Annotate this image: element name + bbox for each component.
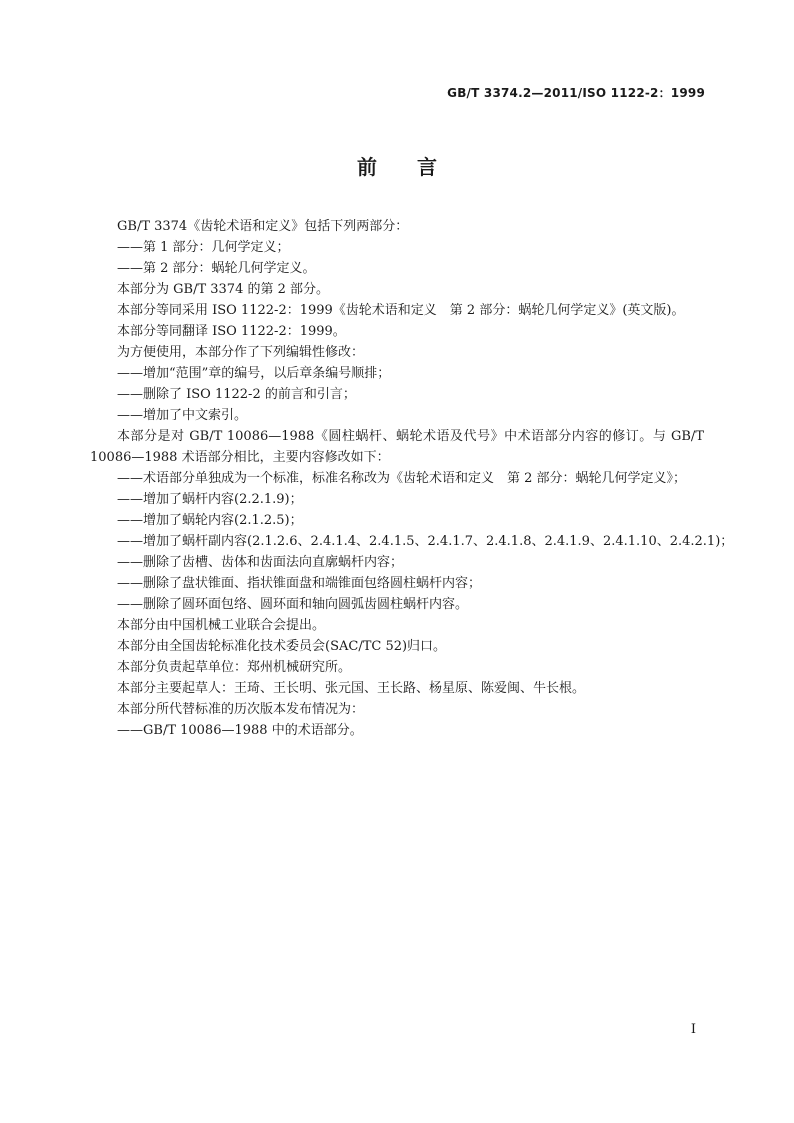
paragraph: 本部分由全国齿轮标准化技术委员会(SAC/TC 52)归口。 <box>117 639 447 654</box>
paragraph: 本部分由中国机械工业联合会提出。 <box>117 618 326 633</box>
list-item: ——删除了盘状锥面、指状锥面盘和端锥面包络圆柱蜗杆内容； <box>117 576 482 591</box>
list-item: ——增加了蜗轮内容(2.1.2.5)； <box>117 513 303 528</box>
paragraph: 本部分为 GB/T 3374 的第 2 部分。 <box>117 282 330 297</box>
list-item: ——GB/T 10086—1988 中的术语部分。 <box>117 723 363 738</box>
list-item: ——增加了蜗杆副内容(2.1.2.6、2.4.1.4、2.4.1.5、2.4.1.7、2.4.1.8、2.4.1.9、2.4.1.10、2.4.2.1)； <box>117 534 734 549</box>
list-item: ——删除了齿槽、齿体和齿面法向直廓蜗杆内容； <box>117 555 404 570</box>
list-item: ——术语部分单独成为一个标准，标准名称改为《齿轮术语和定义 第 2 部分：蜗轮几何学定义》； <box>117 471 687 486</box>
list-item: ——删除了圆环面包络、圆环面和轴向圆弧齿圆柱蜗杆内容。 <box>117 597 469 612</box>
list-item: ——删除了 ISO 1122-2 的前言和引言； <box>117 387 356 402</box>
paragraph: 本部分主要起草人：王琦、王长明、张元国、王长路、杨星原、陈爱闽、牛长根。 <box>117 681 586 696</box>
paragraph: 本部分等同采用 ISO 1122-2：1999《齿轮术语和定义 第 2 部分：蜗轮几何学定义》(英文版)。 <box>117 303 685 318</box>
paragraph: 本部分是对 GB/T 10086—1988《圆柱蜗杆、蜗轮术语及代号》中术语部分内容的修订。与 GB/T 10086—1988 术语部分相比，主要内容修改如下： <box>90 429 704 465</box>
paragraph: 本部分等同翻译 ISO 1122-2：1999。 <box>117 324 346 339</box>
paragraph: 为方便使用，本部分作了下列编辑性修改： <box>117 345 365 360</box>
page-number: I <box>690 1022 696 1037</box>
list-item: ——增加“范围”章的编号，以后章条编号顺排； <box>117 366 391 381</box>
list-item: ——增加了蜗杆内容(2.2.1.9)； <box>117 492 303 507</box>
list-item: ——第 2 部分：蜗轮几何学定义。 <box>117 261 316 276</box>
paragraph: 本部分负责起草单位：郑州机械研究所。 <box>117 660 352 675</box>
standard-code-header: GB/T 3374.2—2011/ISO 1122-2：1999 <box>447 86 705 100</box>
list-item: ——第 1 部分：几何学定义； <box>117 240 290 255</box>
page-title: 前言 <box>357 155 477 179</box>
list-item: ——增加了中文索引。 <box>117 408 248 423</box>
paragraph: 本部分所代替标准的历次版本发布情况为： <box>117 702 365 717</box>
foreword-body <box>90 216 734 741</box>
paragraph: GB/T 3374《齿轮术语和定义》包括下列两部分： <box>117 219 409 234</box>
